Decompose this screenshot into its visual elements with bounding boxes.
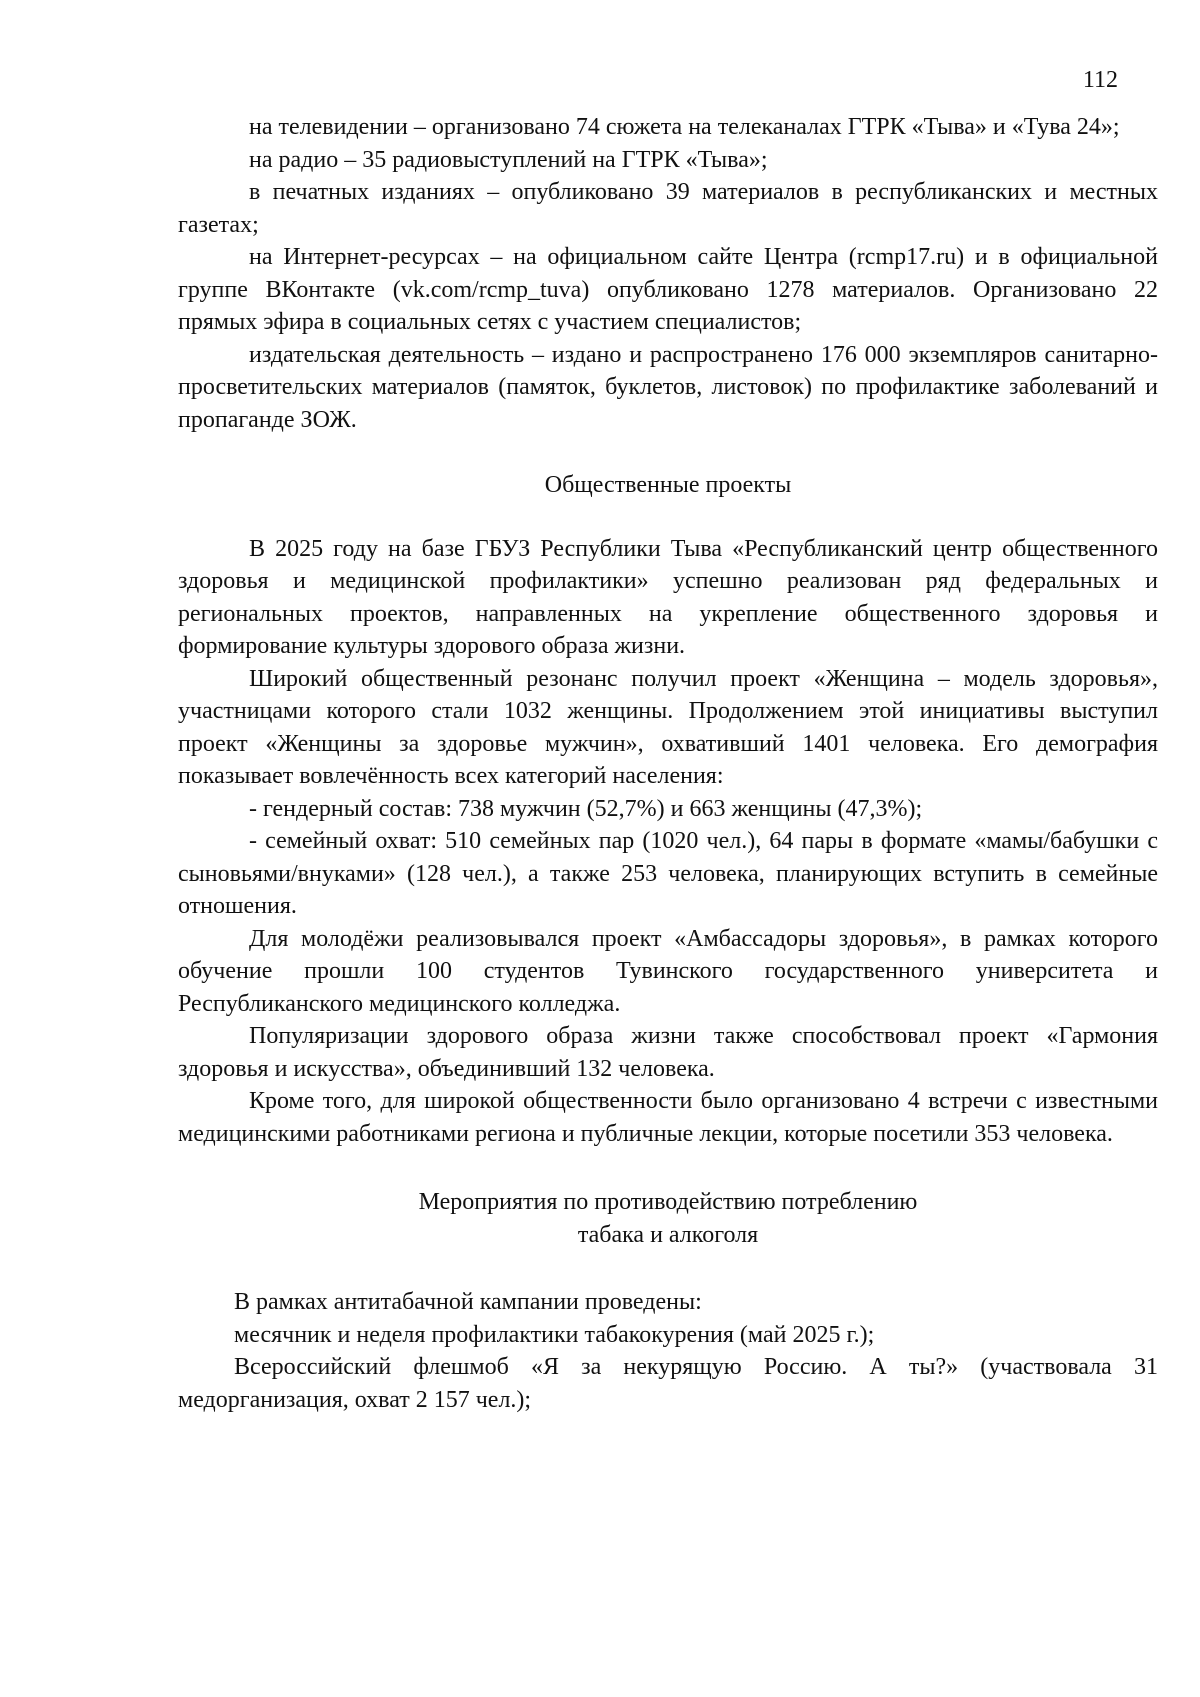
- paragraph-gender-composition: - гендерный состав: 738 мужчин (52,7%) и 663 женщины (47,3%);: [249, 795, 923, 822]
- paragraph-radio: на радио – 35 радиовыступлений на ГТРК «Тыва»;: [249, 146, 768, 173]
- section-heading-tobacco-alcohol: [178, 1186, 1158, 1251]
- page-body: [178, 111, 1158, 1416]
- paragraph-television: на телевидении – организовано 74 сюжета на телеканалах ГТРК «Тыва» и «Тува 24»;: [249, 114, 1120, 140]
- paragraph-family-coverage: - семейный охват: 510 семейных пар (1020 чел.), 64 пары в формате «мамы/бабушки с сыновьями/внуками» (128 чел.), а также 253 человека, планирующих вступить в семейные отношения.: [178, 828, 1158, 919]
- paragraph-women-project: Широкий общественный резонанс получил проект «Женщина – модель здоровья», участницами которого стали 1032 женщины. Продолжением этой инициативы выступил проект «Женщины за здоровье мужчин», охвативший 1401 человека. Его демография показывает вовлечённость всех категорий населения:: [178, 665, 1158, 789]
- paragraph-public-lectures: Кроме того, для широкой общественности было организовано 4 встречи с известными медицинскими работниками региона и публичные лекции, которые посетили 353 человека.: [178, 1088, 1158, 1147]
- paragraph-projects-intro: В 2025 году на базе ГБУЗ Республики Тыва «Республиканский центр общественного здоровья и медицинской профилактики» успешно реализован ряд федеральных и региональных проектов, направленных на укрепление общественного здоровья и формирование культуры здорового образа жизни.: [178, 535, 1158, 659]
- page-number: 112: [1082, 67, 1118, 93]
- paragraph-harmony-project: Популяризации здорового образа жизни также способствовал проект «Гармония здоровья и искусства», объединивший 132 человека.: [178, 1023, 1158, 1082]
- paragraph-print-media: в печатных изданиях – опубликовано 39 материалов в республиканских и местных газетах;: [178, 179, 1158, 238]
- paragraph-flashmob: Всероссийский флешмоб «Я за некурящую Россию. А ты?» (участвовала 31 медорганизация, охват 2 157 чел.);: [178, 1354, 1158, 1413]
- paragraph-ambassadors-project: Для молодёжи реализовывался проект «Амбассадоры здоровья», в рамках которого обучение прошли 100 студентов Тувинского государственного университета и Республиканского медицинского колледжа.: [178, 925, 1158, 1017]
- paragraph-antitobacco-month: месячник и неделя профилактики табакокурения (май 2025 г.);: [234, 1321, 875, 1348]
- section-heading-line-2: табака и алкоголя: [577, 1221, 759, 1248]
- paragraph-antitobacco-intro: В рамках антитабачной кампании проведены:: [234, 1289, 702, 1315]
- paragraph-internet-resources: на Интернет-ресурсах – на официальном сайте Центра (rcmp17.ru) и в официальной группе ВКонтакте (vk.com/rcmp_tuva) опубликовано 1278 материалов. Организовано 22 прямых эфира в социальных сетях с участием специалистов;: [178, 244, 1158, 335]
- section-heading-public-projects: Общественные проекты: [544, 472, 792, 498]
- section-heading-line-1: Мероприятия по противодействию потреблению: [418, 1189, 918, 1215]
- paragraph-publishing: издательская деятельность – издано и распространено 176 000 экземпляров санитарно-просветительских материалов (памяток, буклетов, листовок) по профилактике заболеваний и пропаганде ЗОЖ.: [178, 341, 1158, 433]
